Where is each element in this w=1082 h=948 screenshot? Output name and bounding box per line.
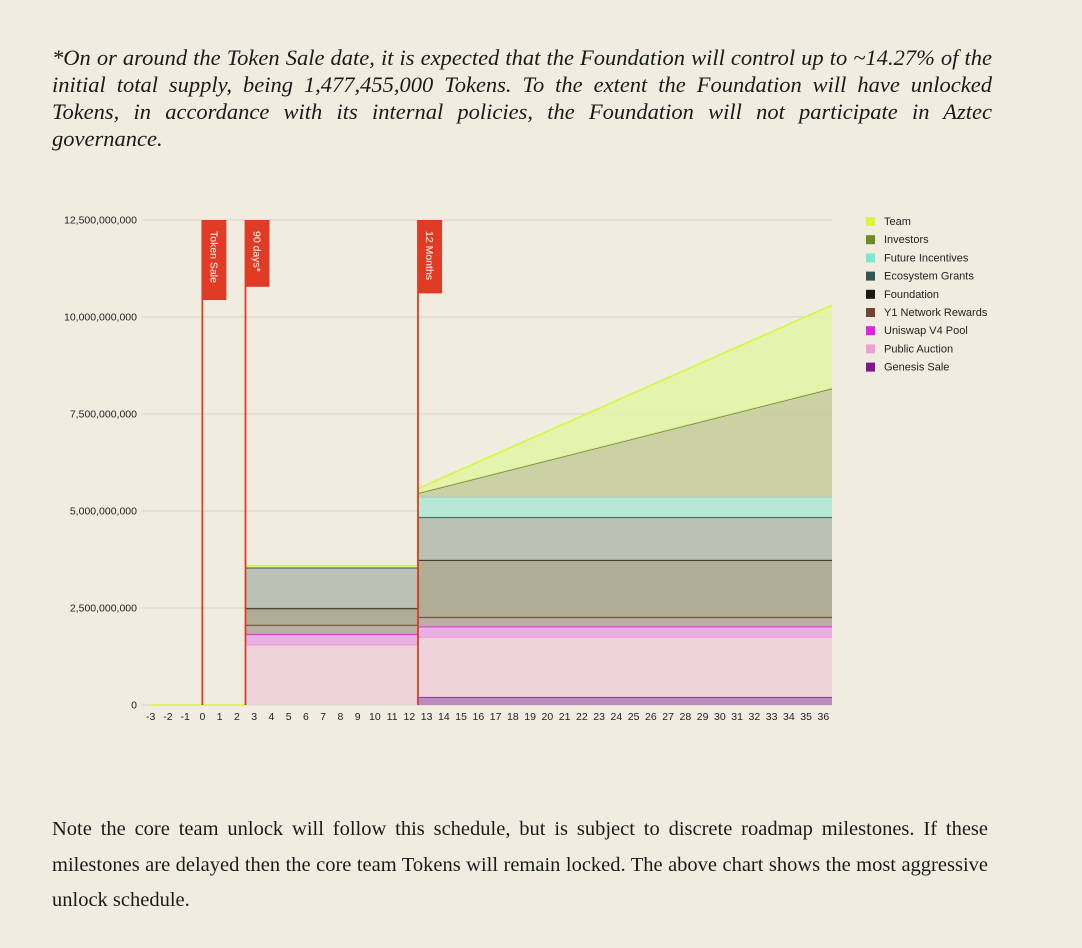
marker-label-12-months: 12 Months (423, 231, 435, 281)
legend-label-investors: Investors (884, 234, 929, 247)
y-tick-label: 10,000,000,000 (64, 311, 137, 324)
x-tick-label: 17 (489, 711, 502, 723)
x-tick-label: 24 (610, 711, 623, 723)
legend-swatch-uniswap-v4-pool (866, 326, 875, 335)
x-tick-label: -2 (163, 711, 173, 723)
y-tick-label: 5,000,000,000 (69, 505, 137, 518)
legend (866, 216, 988, 374)
x-tick-label: 2 (233, 711, 240, 723)
x-tick-label: 36 (817, 711, 830, 723)
x-tick-label: 35 (800, 711, 812, 723)
legend-swatch-investors (866, 235, 875, 244)
x-tick-label: 29 (696, 711, 709, 723)
legend-label-team: Team (884, 216, 911, 228)
x-tick-label: 27 (662, 711, 674, 723)
x-tick-label: 14 (438, 711, 450, 723)
legend-label-genesis-sale: Genesis Sale (884, 361, 950, 374)
y-tick-label: 0 (131, 699, 137, 712)
intro-paragraph: *On or around the Token Sale date, it is expected that the Foundation will control up to ~14.27% of the initial total supply, being 1,477,455,000 Tokens. To the extent the Foundation will have unlocked Tokens, in accordance with its internal policies, the Foundation will not participate in Aztec governance. (52, 45, 992, 151)
legend-label-future-incentives: Future Incentives (884, 252, 969, 265)
x-tick-label: 12 (403, 711, 416, 723)
x-tick-label: 22 (576, 711, 588, 723)
x-tick-label: 4 (268, 711, 275, 723)
x-tick-label: 30 (714, 711, 726, 723)
y-tick-label: 2,500,000,000 (69, 602, 137, 615)
area-series (151, 305, 832, 705)
x-axis (146, 711, 829, 723)
x-tick-label: 8 (337, 711, 344, 723)
marker-label-token-sale: Token Sale (207, 231, 220, 283)
legend-swatch-public-auction (866, 344, 875, 353)
legend-label-uniswap-v4-pool: Uniswap V4 Pool (884, 325, 968, 338)
y-tick-label: 12,500,000,000 (64, 214, 137, 227)
x-tick-label: 16 (472, 711, 485, 723)
x-tick-label: -3 (145, 711, 156, 723)
x-tick-label: 26 (645, 711, 657, 723)
x-tick-label: 11 (386, 711, 398, 723)
x-tick-label: 31 (731, 711, 743, 723)
x-tick-label: 20 (541, 711, 554, 723)
legend-swatch-y1-network-rewards (866, 308, 875, 317)
legend-swatch-team (866, 217, 875, 226)
x-tick-label: 5 (285, 711, 292, 723)
x-tick-label: 34 (783, 711, 795, 723)
x-tick-label: 23 (593, 711, 605, 723)
x-tick-label: -1 (180, 711, 190, 723)
x-tick-label: 33 (765, 711, 778, 723)
x-tick-label: 10 (369, 711, 381, 723)
x-tick-label: 6 (302, 711, 309, 723)
token-unlock-chart-svg (0, 200, 1082, 740)
x-tick-label: 9 (354, 711, 361, 723)
x-tick-label: 0 (199, 711, 206, 723)
legend-swatch-genesis-sale (866, 363, 875, 372)
marker-label-90-days: 90 days* (250, 231, 263, 272)
area-public-auction (151, 637, 832, 705)
legend-swatch-foundation (866, 290, 875, 299)
legend-label-foundation: Foundation (884, 288, 940, 301)
y-tick-label: 7,500,000,000 (69, 408, 137, 421)
x-tick-label: 32 (748, 711, 761, 723)
x-tick-label: 21 (558, 711, 571, 723)
x-tick-label: 28 (679, 711, 692, 723)
y-axis (64, 215, 137, 712)
x-tick-label: 1 (216, 711, 223, 723)
x-tick-label: 7 (320, 711, 327, 723)
x-tick-label: 13 (420, 711, 433, 723)
x-tick-label: 19 (524, 711, 536, 723)
legend-swatch-future-incentives (866, 253, 875, 262)
x-tick-label: 25 (627, 711, 640, 723)
x-tick-label: 18 (507, 711, 519, 723)
outro-paragraph: Note the core team unlock will follow this schedule, but is subject to discrete roadmap milestones. If these milestones are delayed then the core team Tokens will remain locked. The above chart shows the most aggressive unlock schedule. (52, 818, 988, 911)
token-unlock-chart (0, 200, 1082, 740)
legend-swatch-ecosystem-grants (866, 272, 875, 281)
x-tick-label: 3 (251, 711, 258, 723)
x-tick-label: 15 (455, 711, 467, 723)
legend-label-public-auction: Public Auction (884, 343, 954, 356)
legend-label-y1-network-rewards: Y1 Network Rewards (884, 307, 988, 319)
legend-label-ecosystem-grants: Ecosystem Grants (884, 270, 974, 283)
